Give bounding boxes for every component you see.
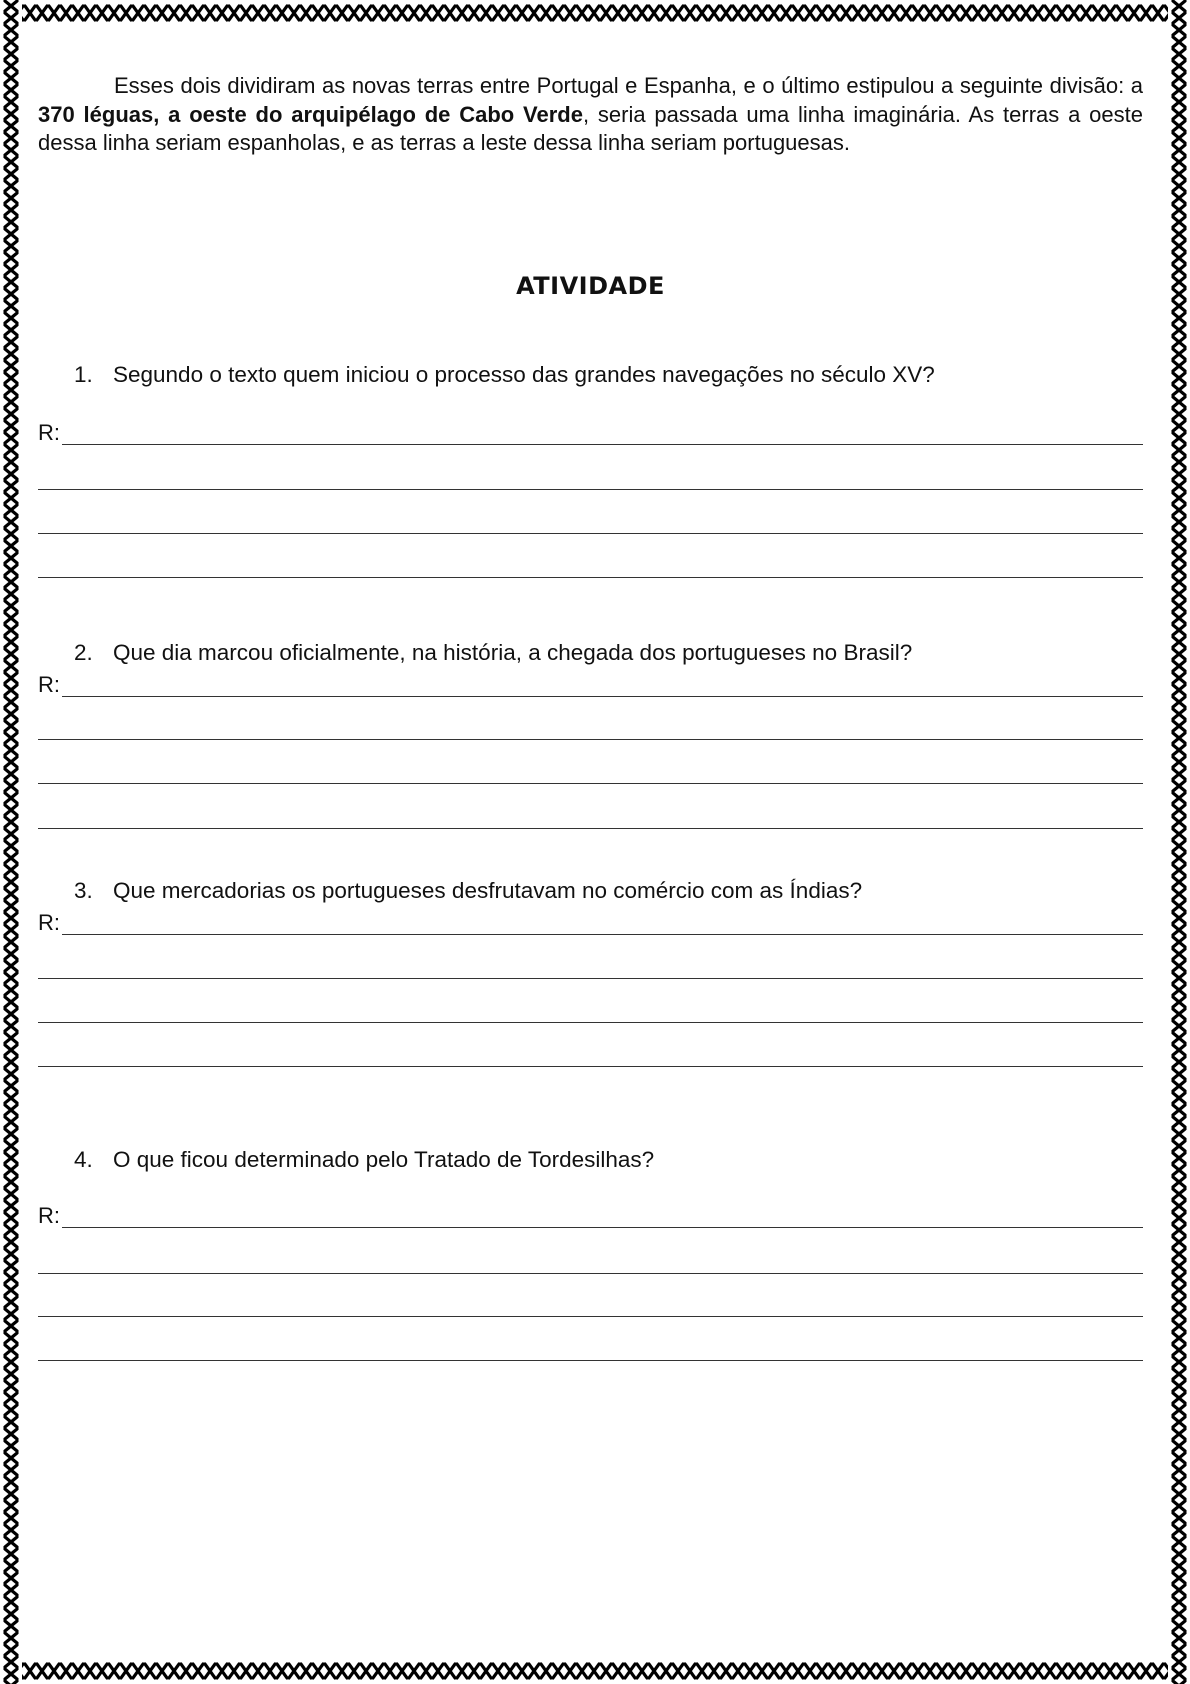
answer-line-1-4[interactable] bbox=[38, 554, 1143, 578]
answer-prefix: R: bbox=[38, 1203, 60, 1228]
question-label: Segundo o texto quem iniciou o processo das grandes navegações no século XV? bbox=[113, 362, 935, 387]
answer-line-1-1[interactable] bbox=[38, 421, 1143, 445]
answer-prefix: R: bbox=[38, 420, 60, 445]
answer-line-1-2[interactable] bbox=[38, 466, 1143, 490]
border-right bbox=[1168, 0, 1190, 1684]
answer-line-2-3[interactable] bbox=[38, 760, 1143, 784]
question-number: 1. bbox=[74, 362, 93, 387]
intro-text-start: Esses dois dividiram as novas terras entre Portugal e Espanha, e o último estipulou a seguinte divisão: a bbox=[114, 73, 1143, 98]
intro-paragraph bbox=[38, 72, 1143, 158]
answer-line-1-3[interactable] bbox=[38, 510, 1143, 534]
question-label: O que ficou determinado pelo Tratado de Tordesilhas? bbox=[113, 1147, 655, 1172]
intro-text-bold: 370 léguas, a oeste do arquipélago de Cabo Verde bbox=[38, 101, 583, 127]
question-text bbox=[74, 1147, 654, 1173]
answer-line-4-1[interactable] bbox=[38, 1204, 1143, 1228]
answer-line-3-3[interactable] bbox=[38, 999, 1143, 1023]
answer-line-2-4[interactable] bbox=[38, 805, 1143, 829]
question-label: Que mercadorias os portugueses desfrutavam no comércio com as Índias? bbox=[113, 878, 863, 903]
question-text bbox=[74, 640, 912, 666]
answer-line-4-4[interactable] bbox=[38, 1337, 1143, 1361]
answer-line-3-1[interactable] bbox=[38, 911, 1143, 935]
question-number: 3. bbox=[74, 878, 93, 903]
answer-line-4-3[interactable] bbox=[38, 1293, 1143, 1317]
worksheet-page bbox=[38, 0, 1143, 1684]
border-left bbox=[0, 0, 22, 1684]
answer-line-4-2[interactable] bbox=[38, 1250, 1143, 1274]
question-text bbox=[74, 878, 862, 904]
answer-line-2-2[interactable] bbox=[38, 716, 1143, 740]
question-number: 2. bbox=[74, 640, 93, 665]
answer-prefix: R: bbox=[38, 910, 60, 935]
answer-line-3-2[interactable] bbox=[38, 955, 1143, 979]
question-text bbox=[74, 362, 935, 388]
answer-line-2-1[interactable] bbox=[38, 673, 1143, 697]
intro-text-end: , seria passada uma linha imaginária. As terras a oeste dessa linha seriam espanholas, e as terras a leste dessa linha seriam portuguesas. bbox=[38, 101, 1143, 155]
question-number: 4. bbox=[74, 1147, 93, 1172]
answer-line-3-4[interactable] bbox=[38, 1043, 1143, 1067]
answer-prefix: R: bbox=[38, 672, 60, 697]
question-label: Que dia marcou oficialmente, na história, a chegada dos portugueses no Brasil? bbox=[113, 640, 913, 665]
activity-heading: ATIVIDADE bbox=[516, 272, 665, 300]
